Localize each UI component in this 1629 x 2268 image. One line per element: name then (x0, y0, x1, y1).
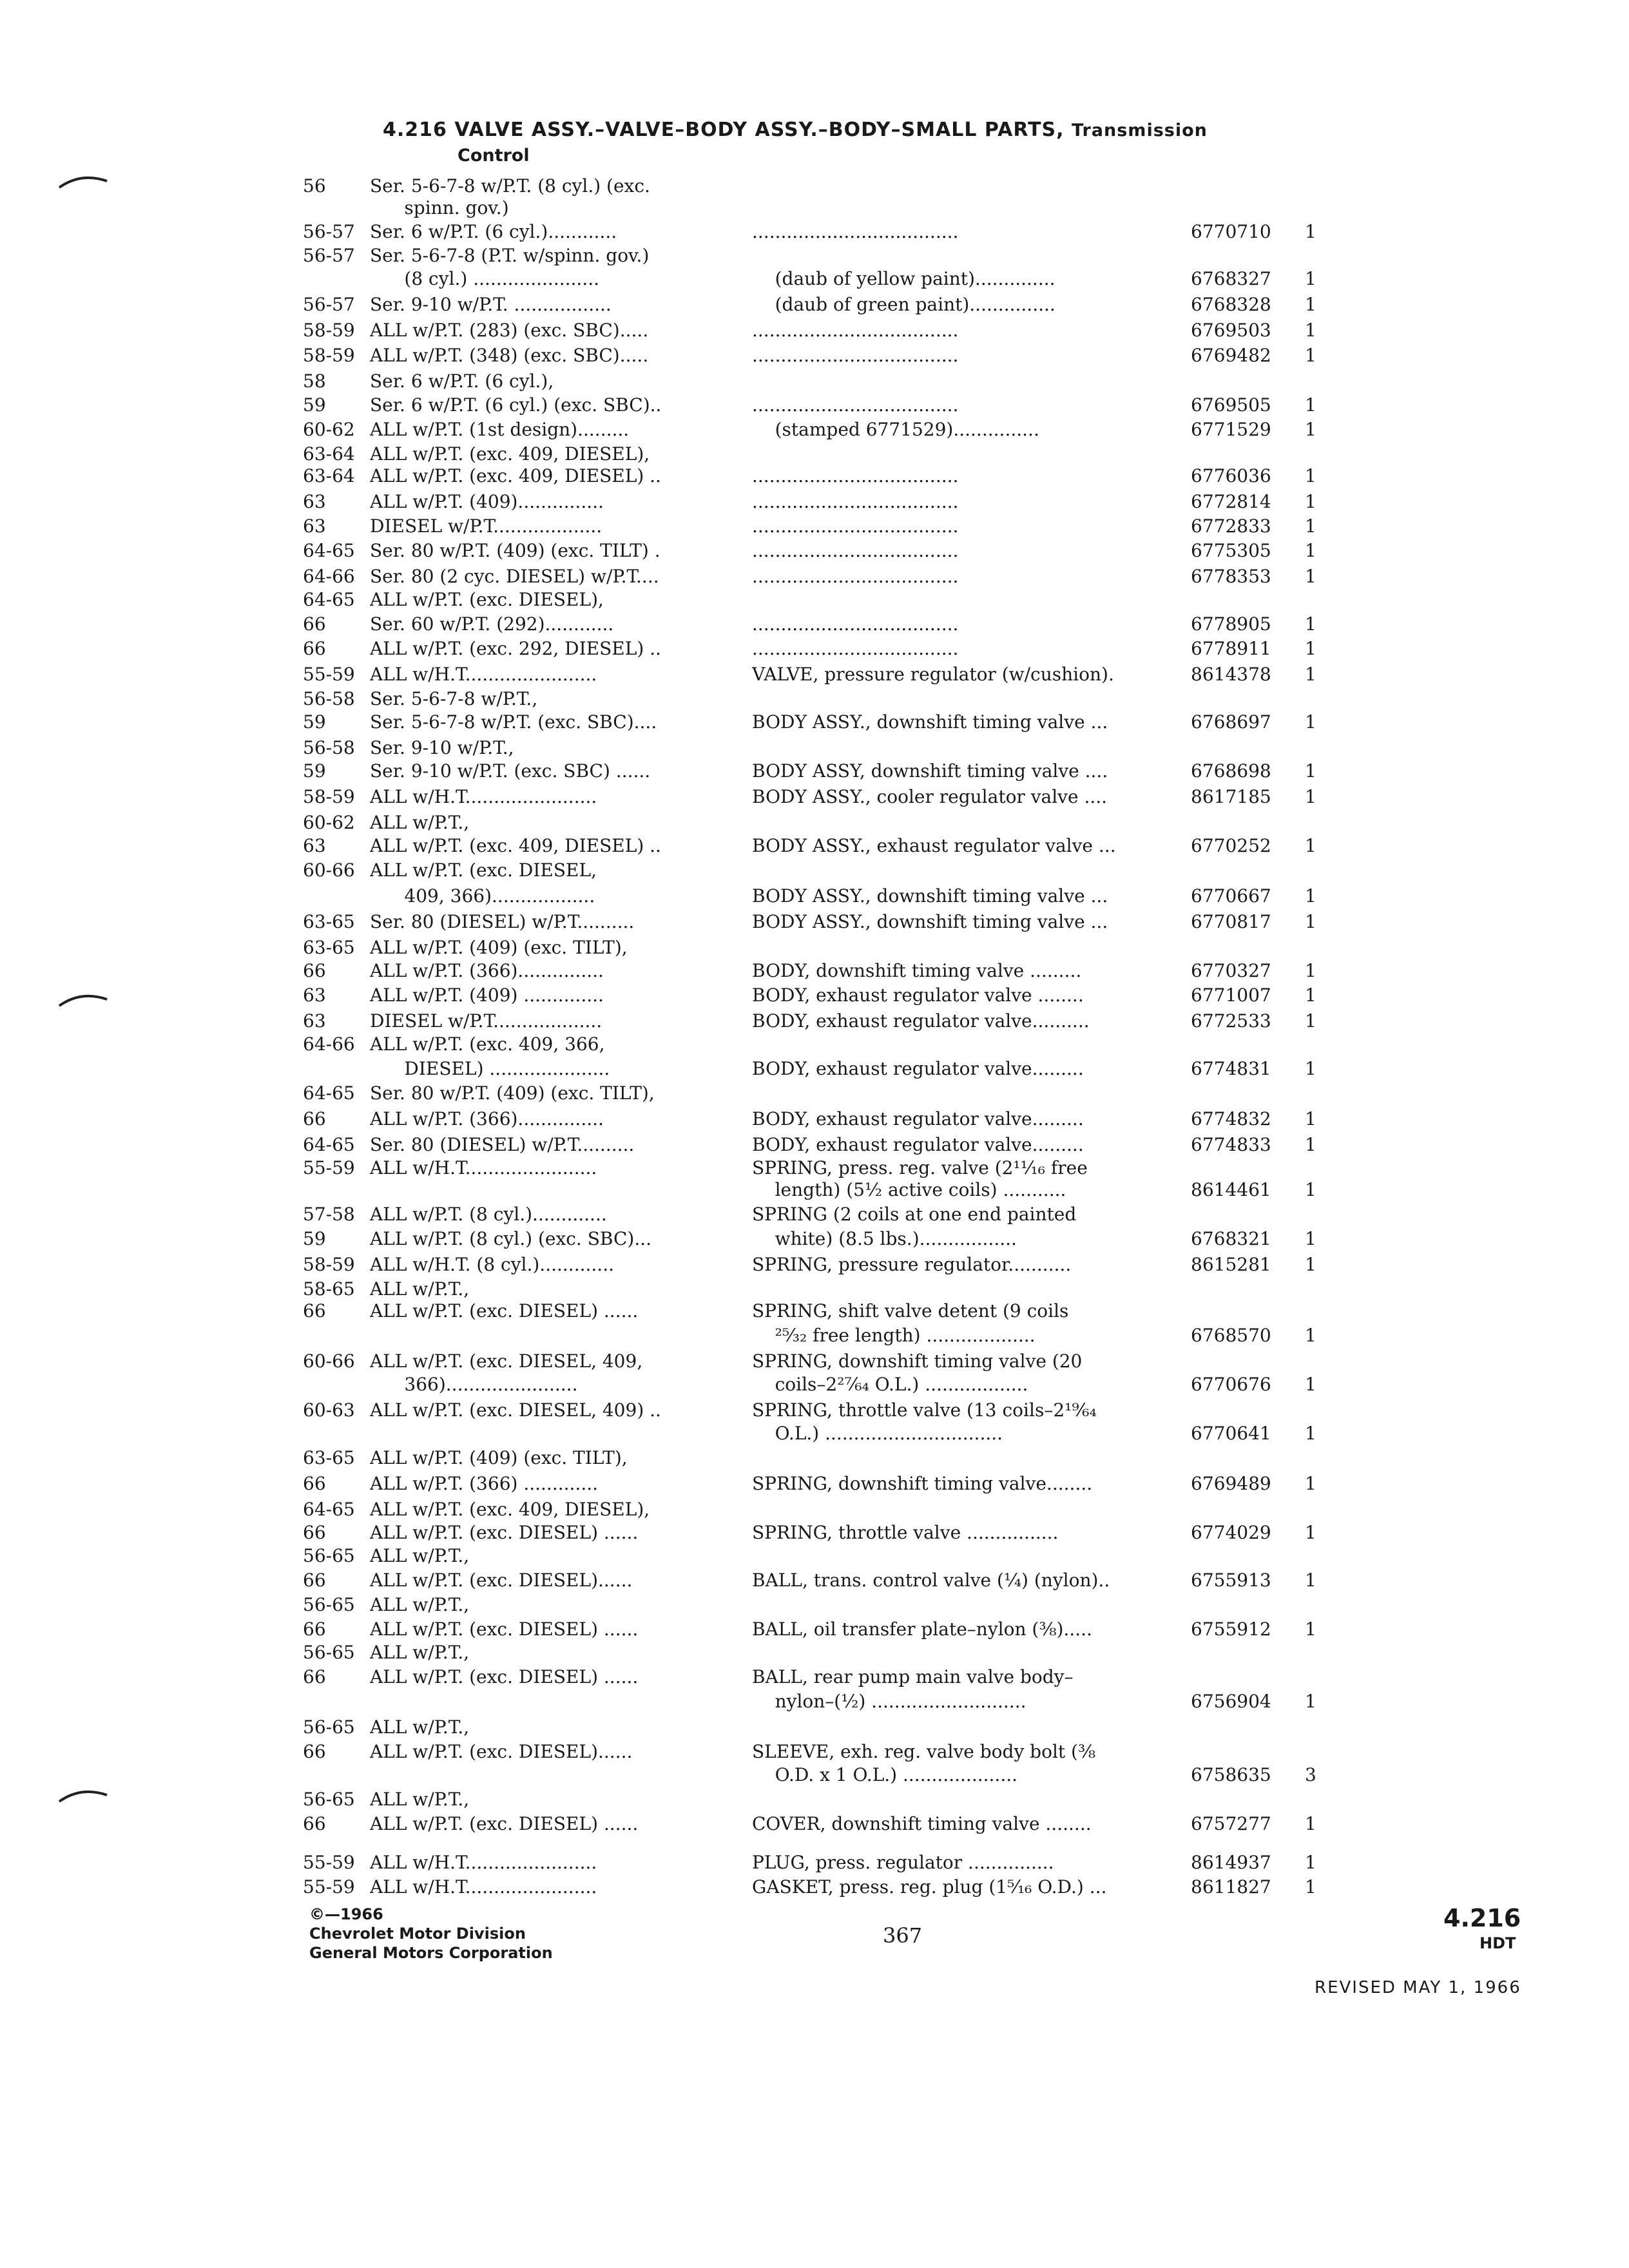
part-number: 6768698 (1191, 760, 1271, 782)
quantity: 1 (1305, 1473, 1316, 1494)
model-years: 59 (303, 760, 326, 782)
part-description: BODY ASSY, downshift timing valve .... (752, 760, 1108, 782)
application: DIESEL w/P.T................... (370, 1010, 602, 1032)
part-number: 6770667 (1191, 885, 1271, 907)
model-years: 58-59 (303, 320, 355, 341)
model-years: 63 (303, 1010, 326, 1032)
part-number: 6778911 (1191, 638, 1271, 659)
quantity: 1 (1305, 1108, 1316, 1129)
application: Ser. 6 w/P.T. (6 cyl.) (exc. SBC).. (370, 394, 662, 416)
application: ALL w/P.T., (370, 1716, 470, 1738)
part-description: BODY ASSY., exhaust regulator valve ... (752, 835, 1116, 856)
quantity: 1 (1305, 1522, 1316, 1543)
model-years: 58-59 (303, 1254, 355, 1275)
quantity: 1 (1305, 1813, 1316, 1834)
application: ALL w/P.T., (370, 1594, 470, 1615)
model-years: 63-65 (303, 1447, 355, 1468)
quantity: 1 (1305, 566, 1316, 587)
application: ALL w/H.T....................... (370, 1876, 597, 1898)
application: ALL w/H.T. (8 cyl.)............. (370, 1254, 615, 1275)
page-number: 367 (883, 1923, 923, 1948)
part-description: length) (5½ active coils) ........... (752, 1179, 1066, 1200)
application: ALL w/P.T. (exc. DIESEL) ...... (370, 1813, 639, 1834)
model-years: 55-59 (303, 1157, 355, 1178)
model-years: 64-65 (303, 1499, 355, 1520)
division: Chevrolet Motor Division (309, 1925, 526, 1943)
quantity: 1 (1305, 1325, 1316, 1346)
part-description: GASKET, press. reg. plug (1⁵⁄₁₆ O.D.) ... (752, 1876, 1107, 1898)
application: (8 cyl.) ...................... (370, 268, 600, 289)
part-description: .................................... (752, 566, 959, 587)
part-description: .................................... (752, 540, 959, 561)
model-years: 66 (303, 1570, 326, 1591)
part-number: 6757277 (1191, 1813, 1271, 1834)
model-years: 56-65 (303, 1642, 355, 1663)
part-description: .................................... (752, 320, 959, 341)
application: ALL w/P.T. (exc. 292, DIESEL) .. (370, 638, 661, 659)
quantity: 1 (1305, 613, 1316, 635)
copyright: ©—1966 (309, 1905, 383, 1923)
application: ALL w/H.T....................... (370, 664, 597, 685)
application: Ser. 6 w/P.T. (6 cyl.)............ (370, 221, 617, 242)
part-description: BALL, trans. control valve (¼) (nylon).. (752, 1570, 1110, 1591)
model-years: 56-65 (303, 1545, 355, 1566)
application: Ser. 80 (DIESEL) w/P.T.......... (370, 911, 635, 932)
model-years: 57-58 (303, 1204, 355, 1225)
part-description: nylon–(½) ........................... (752, 1691, 1027, 1712)
part-number: 6770710 (1191, 221, 1271, 242)
part-number: 8617185 (1191, 786, 1271, 807)
part-description: .................................... (752, 515, 959, 537)
application: Ser. 80 w/P.T. (409) (exc. TILT) . (370, 540, 660, 561)
part-number: 6755912 (1191, 1619, 1271, 1640)
model-years: 63 (303, 985, 326, 1006)
model-years: 55-59 (303, 1852, 355, 1873)
section-heading (383, 119, 1208, 141)
application: ALL w/P.T. (1st design)......... (370, 419, 630, 440)
part-number: 6778353 (1191, 566, 1271, 587)
quantity: 3 (1305, 1764, 1316, 1785)
section-number: 4.216 (383, 119, 447, 141)
application: Ser. 80 w/P.T. (409) (exc. TILT), (370, 1082, 655, 1104)
application: ALL w/P.T. (exc. DIESEL, (370, 860, 597, 881)
quantity: 1 (1305, 1570, 1316, 1591)
quantity: 1 (1305, 345, 1316, 366)
part-description: coils–2²⁷⁄₆₄ O.L.) .................. (752, 1374, 1028, 1395)
quantity: 1 (1305, 1852, 1316, 1873)
quantity: 1 (1305, 960, 1316, 981)
quantity: 1 (1305, 911, 1316, 932)
quantity: 1 (1305, 760, 1316, 782)
part-number: 6768327 (1191, 268, 1271, 289)
model-years: 66 (303, 1813, 326, 1834)
application: ALL w/P.T. (exc. DIESEL) ...... (370, 1300, 639, 1321)
part-description: BODY, exhaust regulator valve.......... (752, 1010, 1090, 1032)
punch-mark (58, 1785, 110, 1804)
part-description: .................................... (752, 345, 959, 366)
model-years: 64-65 (303, 589, 355, 610)
quantity: 1 (1305, 1691, 1316, 1712)
application: ALL w/H.T....................... (370, 1852, 597, 1873)
model-years: 63 (303, 835, 326, 856)
part-description: BODY, exhaust regulator valve ........ (752, 985, 1084, 1006)
part-description: (stamped 6771529)............... (752, 419, 1039, 440)
application: ALL w/P.T. (409) (exc. TILT), (370, 937, 628, 958)
part-description: BODY ASSY., downshift timing valve ... (752, 911, 1108, 932)
part-description: .................................... (752, 465, 959, 486)
part-number: 6769482 (1191, 345, 1271, 366)
part-description: SLEEVE, exh. reg. valve body bolt (⅜ (752, 1741, 1096, 1762)
application: ALL w/P.T. (exc. 409, DIESEL) .. (370, 465, 661, 486)
part-description: SPRING, pressure regulator........... (752, 1254, 1072, 1275)
model-years: 55-59 (303, 1876, 355, 1898)
application: ALL w/P.T. (exc. DIESEL) ...... (370, 1619, 639, 1640)
application: 366)....................... (370, 1374, 578, 1395)
part-description: BODY ASSY., downshift timing valve ... (752, 885, 1108, 907)
quantity: 1 (1305, 221, 1316, 242)
part-number: 6768328 (1191, 294, 1271, 315)
punch-mark (58, 989, 110, 1008)
part-description: PLUG, press. regulator ............... (752, 1852, 1054, 1873)
application: ALL w/P.T. (366) ............. (370, 1473, 599, 1494)
model-years: 58-59 (303, 345, 355, 366)
application: Ser. 5-6-7-8 (P.T. w/spinn. gov.) (370, 245, 650, 266)
application: ALL w/P.T. (exc. 409, DIESEL), (370, 1499, 650, 1520)
part-number: 8611827 (1191, 1876, 1271, 1898)
punch-mark (58, 171, 110, 190)
model-years: 56-57 (303, 245, 355, 266)
application: Ser. 9-10 w/P.T. (exc. SBC) ...... (370, 760, 651, 782)
part-number: 6774029 (1191, 1522, 1271, 1543)
part-description: SPRING (2 coils at one end painted (752, 1204, 1077, 1225)
part-description: VALVE, pressure regulator (w/cushion). (752, 664, 1114, 685)
model-years: 56-58 (303, 737, 355, 758)
model-years: 60-62 (303, 419, 355, 440)
model-years: 66 (303, 1666, 326, 1687)
model-years: 66 (303, 1300, 326, 1321)
part-number: 6770252 (1191, 835, 1271, 856)
part-description: .................................... (752, 221, 959, 242)
part-number: 6770327 (1191, 960, 1271, 981)
model-years: 56-65 (303, 1716, 355, 1738)
model-years: 56-57 (303, 221, 355, 242)
quantity: 1 (1305, 664, 1316, 685)
model-years: 56-57 (303, 294, 355, 315)
application: ALL w/P.T. (exc. DIESEL) ...... (370, 1522, 639, 1543)
part-number: 6772833 (1191, 515, 1271, 537)
model-years: 63-64 (303, 443, 355, 465)
part-description: BODY, exhaust regulator valve......... (752, 1134, 1084, 1155)
model-years: 64-65 (303, 1082, 355, 1104)
part-description: SPRING, shift valve detent (9 coils (752, 1300, 1069, 1321)
quantity: 1 (1305, 1134, 1316, 1155)
application: ALL w/P.T. (8 cyl.) (exc. SBC)... (370, 1228, 652, 1249)
part-number: 6769505 (1191, 394, 1271, 416)
application: ALL w/P.T. (348) (exc. SBC)..... (370, 345, 649, 366)
part-description: BODY, exhaust regulator valve......... (752, 1108, 1084, 1129)
application: Ser. 60 w/P.T. (292)............ (370, 613, 614, 635)
model-years: 64-65 (303, 1134, 355, 1155)
quantity: 1 (1305, 835, 1316, 856)
part-description: SPRING, downshift timing valve........ (752, 1473, 1093, 1494)
quantity: 1 (1305, 885, 1316, 907)
part-number: 6778905 (1191, 613, 1271, 635)
application: ALL w/P.T. (409)............... (370, 491, 604, 512)
part-description: SPRING, downshift timing valve (20 (752, 1350, 1083, 1372)
section-title: VALVE ASSY.–VALVE–BODY ASSY.–BODY–SMALL PARTS, (454, 119, 1065, 141)
model-years: 56-65 (303, 1594, 355, 1615)
application: ALL w/P.T. (exc. DIESEL, 409) .. (370, 1399, 661, 1421)
application: ALL w/P.T. (exc. 409, DIESEL), (370, 443, 650, 465)
quantity: 1 (1305, 1374, 1316, 1395)
part-number: 6772533 (1191, 1010, 1271, 1032)
quantity: 1 (1305, 491, 1316, 512)
part-description: O.D. x 1 O.L.) .................... (752, 1764, 1018, 1785)
part-description: O.L.) ............................... (752, 1423, 1003, 1444)
revision-date: REVISED MAY 1, 1966 (1315, 1978, 1521, 1997)
application: ALL w/H.T....................... (370, 1157, 597, 1178)
model-years: 56 (303, 175, 326, 197)
application: ALL w/P.T. (283) (exc. SBC)..... (370, 320, 649, 341)
part-description: .................................... (752, 613, 959, 635)
part-number: 6756904 (1191, 1691, 1271, 1712)
quantity: 1 (1305, 540, 1316, 561)
application: ALL w/P.T. (exc. 409, DIESEL) .. (370, 835, 661, 856)
part-number: 6771007 (1191, 985, 1271, 1006)
application: Ser. 6 w/P.T. (6 cyl.), (370, 370, 554, 392)
part-description: BALL, rear pump main valve body– (752, 1666, 1074, 1687)
quantity: 1 (1305, 419, 1316, 440)
part-description: white) (8.5 lbs.)................. (752, 1228, 1017, 1249)
model-years: 66 (303, 638, 326, 659)
application: ALL w/P.T. (exc. DIESEL, 409, (370, 1350, 643, 1372)
quantity: 1 (1305, 1423, 1316, 1444)
part-description: BODY, exhaust regulator valve......... (752, 1058, 1084, 1079)
application: Ser. 5-6-7-8 w/P.T. (exc. SBC).... (370, 711, 657, 733)
footer-section-number: 4.216 (1443, 1904, 1521, 1932)
quantity: 1 (1305, 1179, 1316, 1200)
application: ALL w/P.T., (370, 812, 470, 833)
model-years: 66 (303, 613, 326, 635)
application: spinn. gov.) (370, 197, 509, 218)
part-number: 8614937 (1191, 1852, 1271, 1873)
model-years: 64-65 (303, 540, 355, 561)
part-number: 6758635 (1191, 1764, 1271, 1785)
application: ALL w/P.T. (366)............... (370, 1108, 604, 1129)
application: DIESEL) ..................... (370, 1058, 610, 1079)
part-description: BODY ASSY., cooler regulator valve .... (752, 786, 1108, 807)
part-number: 6770676 (1191, 1374, 1271, 1395)
model-years: 55-59 (303, 664, 355, 685)
part-number: 6755913 (1191, 1570, 1271, 1591)
model-years: 60-63 (303, 1399, 355, 1421)
part-number: 6769503 (1191, 320, 1271, 341)
application: ALL w/P.T. (exc. DIESEL), (370, 589, 604, 610)
model-years: 63-65 (303, 937, 355, 958)
quantity: 1 (1305, 1254, 1316, 1275)
part-description: (daub of yellow paint).............. (752, 268, 1055, 289)
application: ALL w/P.T., (370, 1545, 470, 1566)
part-description: .................................... (752, 491, 959, 512)
model-years: 60-66 (303, 1350, 355, 1372)
application: Ser. 9-10 w/P.T. ................. (370, 294, 612, 315)
part-description: SPRING, throttle valve ................ (752, 1522, 1059, 1543)
part-number: 6775305 (1191, 540, 1271, 561)
quantity: 1 (1305, 985, 1316, 1006)
part-number: 8614378 (1191, 664, 1271, 685)
part-description: COVER, downshift timing valve ........ (752, 1813, 1092, 1834)
quantity: 1 (1305, 294, 1316, 315)
part-description: BODY ASSY., downshift timing valve ... (752, 711, 1108, 733)
part-number: 6774831 (1191, 1058, 1271, 1079)
model-years: 59 (303, 394, 326, 416)
application: ALL w/P.T., (370, 1278, 470, 1300)
model-years: 66 (303, 1522, 326, 1543)
model-years: 58 (303, 370, 326, 392)
application: ALL w/P.T. (8 cyl.)............. (370, 1204, 607, 1225)
quantity: 1 (1305, 1619, 1316, 1640)
part-number: 6776036 (1191, 465, 1271, 486)
quantity: 1 (1305, 320, 1316, 341)
application: ALL w/P.T. (366)............... (370, 960, 604, 981)
corporation: General Motors Corporation (309, 1944, 553, 1962)
part-number: 6774832 (1191, 1108, 1271, 1129)
application: Ser. 9-10 w/P.T., (370, 737, 514, 758)
model-years: 66 (303, 1619, 326, 1640)
model-years: 58-59 (303, 786, 355, 807)
footer-code: HDT (1480, 1934, 1516, 1952)
application: Ser. 5-6-7-8 w/P.T., (370, 688, 538, 709)
application: ALL w/H.T....................... (370, 786, 597, 807)
model-years: 64-66 (303, 566, 355, 587)
application: ALL w/P.T. (exc. DIESEL) ...... (370, 1666, 639, 1687)
part-description: SPRING, throttle valve (13 coils–2¹⁹⁄₆₄ (752, 1399, 1097, 1421)
part-number: 8614461 (1191, 1179, 1271, 1200)
footer-publisher (309, 1905, 553, 1963)
part-description: .................................... (752, 638, 959, 659)
part-number: 8615281 (1191, 1254, 1271, 1275)
model-years: 63 (303, 491, 326, 512)
quantity: 1 (1305, 515, 1316, 537)
quantity: 1 (1305, 1058, 1316, 1079)
application: ALL w/P.T. (exc. 409, 366, (370, 1033, 605, 1055)
application: ALL w/P.T., (370, 1642, 470, 1663)
application: ALL w/P.T. (exc. DIESEL)...... (370, 1741, 633, 1762)
quantity: 1 (1305, 465, 1316, 486)
part-number: 6771529 (1191, 419, 1271, 440)
application: ALL w/P.T. (exc. DIESEL)...... (370, 1570, 633, 1591)
quantity: 1 (1305, 1876, 1316, 1898)
section-title-line2: Control (458, 146, 530, 166)
model-years: 66 (303, 1108, 326, 1129)
model-years: 66 (303, 1473, 326, 1494)
application: ALL w/P.T., (370, 1789, 470, 1810)
model-years: 60-66 (303, 860, 355, 881)
application: ALL w/P.T. (409) .............. (370, 985, 604, 1006)
part-number: 6769489 (1191, 1473, 1271, 1494)
part-description: BALL, oil transfer plate–nylon (⅜)..... (752, 1619, 1092, 1640)
model-years: 66 (303, 1741, 326, 1762)
part-number: 6772814 (1191, 491, 1271, 512)
application: Ser. 5-6-7-8 w/P.T. (8 cyl.) (exc. (370, 175, 650, 197)
model-years: 63-65 (303, 911, 355, 932)
model-years: 58-65 (303, 1278, 355, 1300)
quantity: 1 (1305, 394, 1316, 416)
quantity: 1 (1305, 786, 1316, 807)
model-years: 63 (303, 515, 326, 537)
model-years: 59 (303, 711, 326, 733)
application: 409, 366).................. (370, 885, 595, 907)
part-number: 6774833 (1191, 1134, 1271, 1155)
model-years: 64-66 (303, 1033, 355, 1055)
part-number: 6768697 (1191, 711, 1271, 733)
quantity: 1 (1305, 1010, 1316, 1032)
part-number: 6768570 (1191, 1325, 1271, 1346)
model-years: 56-65 (303, 1789, 355, 1810)
part-description: ²⁵⁄₃₂ free length) ................... (752, 1325, 1036, 1346)
application: Ser. 80 (2 cyc. DIESEL) w/P.T.... (370, 566, 659, 587)
quantity: 1 (1305, 638, 1316, 659)
part-description: BODY, downshift timing valve ......... (752, 960, 1082, 981)
part-description: (daub of green paint)............... (752, 294, 1055, 315)
quantity: 1 (1305, 268, 1316, 289)
part-description: SPRING, press. reg. valve (2¹¹⁄₁₆ free (752, 1157, 1088, 1178)
model-years: 59 (303, 1228, 326, 1249)
part-number: 6770817 (1191, 911, 1271, 932)
part-description: .................................... (752, 394, 959, 416)
section-title-rest: Transmission (1072, 120, 1208, 140)
application: DIESEL w/P.T................... (370, 515, 602, 537)
model-years: 63-64 (303, 465, 355, 486)
quantity: 1 (1305, 1228, 1316, 1249)
model-years: 60-62 (303, 812, 355, 833)
application: ALL w/P.T. (409) (exc. TILT), (370, 1447, 628, 1468)
model-years: 56-58 (303, 688, 355, 709)
part-number: 6768321 (1191, 1228, 1271, 1249)
model-years: 66 (303, 960, 326, 981)
application: Ser. 80 (DIESEL) w/P.T.......... (370, 1134, 635, 1155)
part-number: 6770641 (1191, 1423, 1271, 1444)
quantity: 1 (1305, 711, 1316, 733)
